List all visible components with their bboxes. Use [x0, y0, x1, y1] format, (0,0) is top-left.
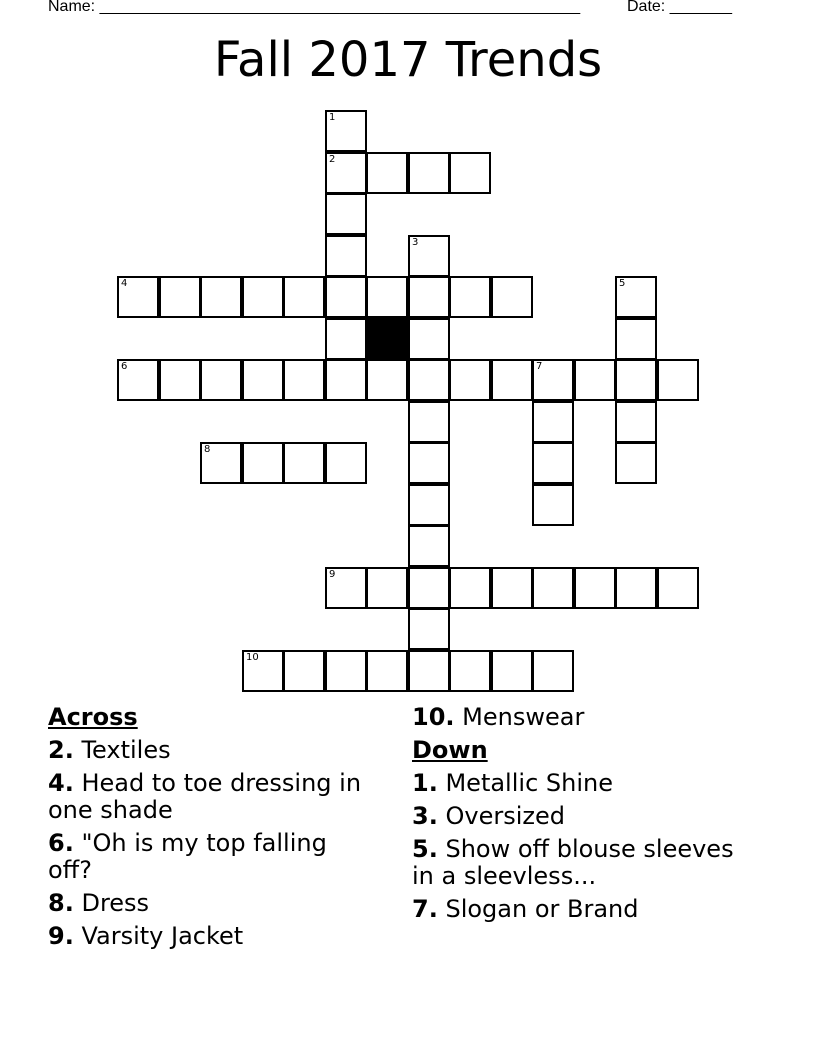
clue-number: 10.: [412, 703, 455, 731]
grid-cell[interactable]: [200, 359, 242, 401]
clue-text: Menswear: [462, 703, 585, 731]
clue-text: Show off blouse sleeves in a sleevless...: [412, 835, 734, 890]
grid-cell[interactable]: [408, 152, 450, 194]
clue-across-8: [48, 890, 368, 917]
grid-cell[interactable]: [657, 567, 699, 609]
clue-number: 7.: [412, 895, 438, 923]
cell-number: 5: [619, 278, 626, 289]
grid-cell[interactable]: [325, 235, 367, 277]
grid-cell[interactable]: [117, 276, 159, 318]
clue-down-5: [412, 836, 742, 890]
clue-number: 1.: [412, 769, 438, 797]
grid-cell[interactable]: [325, 442, 367, 484]
grid-cell[interactable]: [408, 401, 450, 443]
cell-number: 3: [412, 237, 419, 248]
grid-cell[interactable]: [366, 650, 408, 692]
grid-cell[interactable]: [366, 152, 408, 194]
clue-number: 9.: [48, 922, 74, 950]
grid-cell[interactable]: [283, 442, 325, 484]
grid-cell[interactable]: [491, 650, 533, 692]
grid-cell[interactable]: [159, 276, 201, 318]
grid-cell[interactable]: [408, 525, 450, 567]
grid-cell[interactable]: [325, 193, 367, 235]
grid-cell[interactable]: [449, 567, 491, 609]
grid-cell[interactable]: [408, 318, 450, 360]
grid-cell[interactable]: [325, 567, 367, 609]
clue-text: Varsity Jacket: [81, 922, 244, 950]
down-heading: Down: [412, 736, 488, 764]
grid-cell[interactable]: [366, 359, 408, 401]
clue-across-9: [48, 923, 368, 950]
grid-cell[interactable]: [325, 276, 367, 318]
puzzle-title: Fall 2017 Trends: [213, 32, 603, 88]
grid-cell[interactable]: [242, 650, 284, 692]
grid-cell[interactable]: [408, 359, 450, 401]
grid-cell[interactable]: [117, 359, 159, 401]
grid-cell[interactable]: [242, 442, 284, 484]
cell-number: 2: [329, 154, 336, 165]
grid-cell[interactable]: [574, 567, 616, 609]
grid-cell[interactable]: [615, 318, 657, 360]
grid-cell[interactable]: [283, 650, 325, 692]
grid-cell[interactable]: [408, 235, 450, 277]
grid-cell[interactable]: [408, 650, 450, 692]
grid-cell[interactable]: [532, 650, 574, 692]
clue-number: 8.: [48, 889, 74, 917]
grid-cell[interactable]: [532, 359, 574, 401]
grid-cell[interactable]: [532, 484, 574, 526]
clue-across-10: [412, 704, 742, 731]
grid-cell[interactable]: [615, 567, 657, 609]
cell-number: 10: [246, 652, 259, 663]
cell-number: 6: [121, 361, 128, 372]
clues-column-left: [48, 704, 368, 956]
grid-cell[interactable]: [408, 567, 450, 609]
clue-number: 3.: [412, 802, 438, 830]
clue-number: 6.: [48, 829, 74, 857]
grid-cell[interactable]: [532, 401, 574, 443]
grid-cell[interactable]: [242, 276, 284, 318]
grid-cell[interactable]: [532, 567, 574, 609]
clue-down-1: [412, 770, 742, 797]
clue-across-2: [48, 737, 368, 764]
clue-number: 5.: [412, 835, 438, 863]
grid-cell[interactable]: [408, 276, 450, 318]
grid-cell[interactable]: [283, 276, 325, 318]
cell-number: 7: [536, 361, 543, 372]
grid-cell[interactable]: [159, 359, 201, 401]
grid-cell[interactable]: [200, 276, 242, 318]
grid-cell[interactable]: [366, 276, 408, 318]
grid-cell[interactable]: [283, 359, 325, 401]
grid-cell[interactable]: [325, 318, 367, 360]
grid-cell[interactable]: [325, 110, 367, 152]
date-field-line: Date: _______: [627, 0, 732, 15]
clue-text: Slogan or Brand: [445, 895, 639, 923]
cell-number: 4: [121, 278, 128, 289]
clue-down-3: [412, 803, 742, 830]
grid-cell[interactable]: [449, 359, 491, 401]
clue-down-7: [412, 896, 742, 923]
grid-cell[interactable]: [615, 359, 657, 401]
clues-column-right: [412, 704, 742, 929]
grid-cell[interactable]: [200, 442, 242, 484]
grid-cell[interactable]: [574, 359, 616, 401]
grid-cell[interactable]: [657, 359, 699, 401]
clue-text: "Oh is my top falling off?: [48, 829, 327, 884]
across-heading: Across: [48, 703, 138, 731]
grid-cell[interactable]: [491, 276, 533, 318]
clue-number: 4.: [48, 769, 74, 797]
cell-number: 9: [329, 569, 336, 580]
clue-number: 2.: [48, 736, 74, 764]
name-field-line: Name: ______________________________________________________: [48, 0, 581, 15]
grid-cell[interactable]: [615, 442, 657, 484]
grid-cell[interactable]: [408, 608, 450, 650]
clue-text: Textiles: [81, 736, 171, 764]
clue-text: Head to toe dressing in one shade: [48, 769, 362, 824]
grid-cell[interactable]: [449, 276, 491, 318]
grid-cell[interactable]: [615, 276, 657, 318]
cell-number: 1: [329, 112, 336, 123]
grid-cell[interactable]: [491, 567, 533, 609]
grid-cell[interactable]: [366, 567, 408, 609]
grid-cell[interactable]: [325, 152, 367, 194]
grid-cell[interactable]: [532, 442, 574, 484]
grid-cell[interactable]: [615, 401, 657, 443]
grid-cell[interactable]: [449, 650, 491, 692]
grid-cell[interactable]: [325, 359, 367, 401]
cell-number: 8: [204, 444, 211, 455]
grid-cell[interactable]: [408, 442, 450, 484]
clue-across-6: [48, 830, 368, 884]
grid-cell[interactable]: [325, 650, 367, 692]
clue-across-4: [48, 770, 368, 824]
grid-cell[interactable]: [449, 152, 491, 194]
grid-cell[interactable]: [242, 359, 284, 401]
clue-text: Oversized: [445, 802, 565, 830]
grid-cell[interactable]: [491, 359, 533, 401]
clue-text: Metallic Shine: [445, 769, 613, 797]
clue-text: Dress: [81, 889, 150, 917]
grid-cell[interactable]: [408, 484, 450, 526]
blocked-cell: [366, 318, 408, 360]
